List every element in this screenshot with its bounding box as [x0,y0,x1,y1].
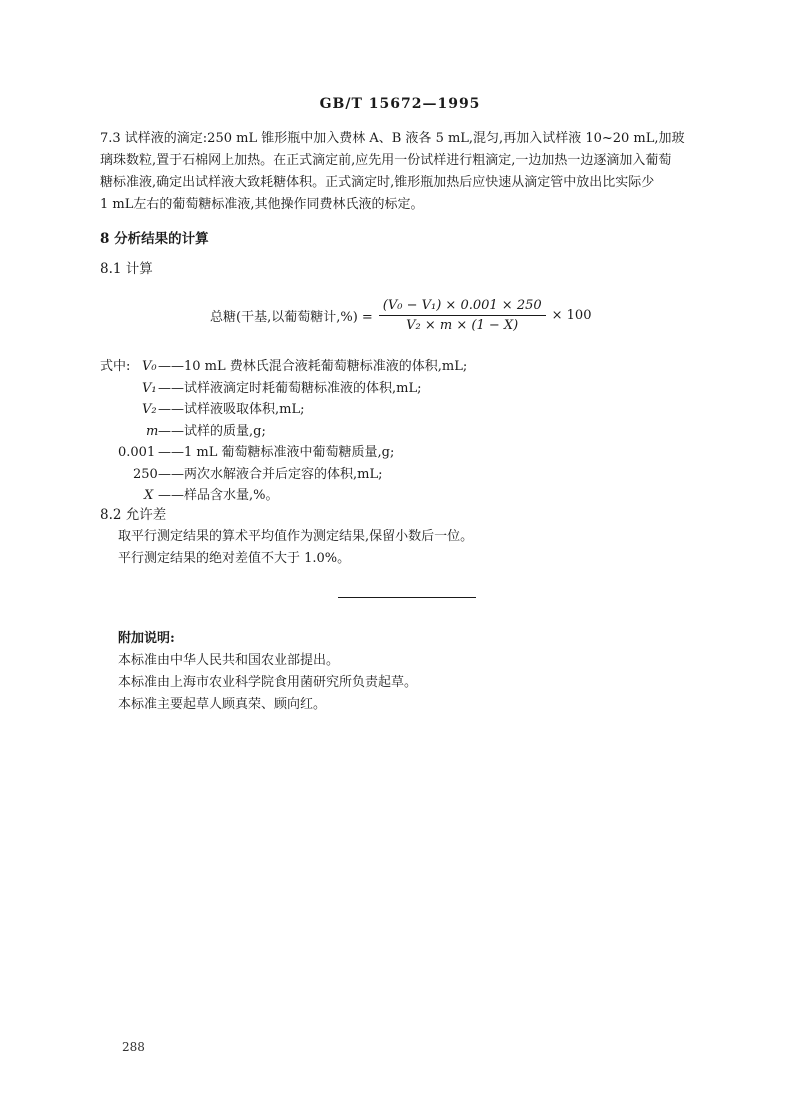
variable-description: ——10 mL 费林氏混合液耗葡萄糖标准液的体积,mL; [158,359,468,374]
variable-description: ——试样的质量,g; [158,423,266,439]
variable-symbol: m [146,423,159,439]
variables-intro: 式中: [100,359,131,374]
variable-description: ——1 mL 葡萄糖标准液中葡萄糖质量,g; [158,445,395,460]
variable-row [100,464,740,486]
section-8-2-line: 平行测定结果的绝对差值不大于 1.0%。 [118,551,351,566]
section-8-2-paragraph [118,526,758,570]
section-7-3-paragraph [100,128,740,216]
formula-multiplier: × 100 [551,308,592,323]
variable-row [100,442,740,464]
variable-symbol: 250 [133,466,158,482]
section-8-heading: 8 分析结果的计算 [100,231,209,247]
appendix-line: 本标准由中华人民共和国农业部提出。 [118,653,340,668]
total-sugar-formula [210,298,591,333]
variable-row [100,378,740,400]
appendix-line: 本标准由上海市农业科学院食用菌研究所负责起草。 [118,675,418,690]
variable-row [100,356,740,378]
page-number: 288 [122,1040,145,1054]
section-8-1-heading: 8.1 计算 [100,261,153,277]
variable-description: ——两次水解液合并后定容的体积,mL; [158,466,383,482]
section-8-2-heading: 8.2 允许差 [100,507,167,523]
variable-symbol: V₁ [142,380,157,396]
variable-description: ——试样液吸取体积,mL; [158,402,305,417]
section-7-3-line: 璃珠数粒,置于石棉网上加热。在正式滴定前,应先用一份试样进行粗滴定,一边加热一边逐滴加入葡萄 [100,153,672,168]
variable-definitions [100,356,740,507]
page-header-standard-number: GB/T 15672—1995 [319,96,481,112]
variable-row [100,421,740,443]
formula-lhs: 总糖(干基,以葡萄糖计,%) = [210,310,373,325]
appendix-title: 附加说明: [118,631,175,646]
formula-denominator: V₂ × m × (1 − X) [406,318,519,333]
section-7-3-line: 7.3 试样液的滴定:250 mL 锥形瓶中加入费林 A、B 液各 5 mL,混匀,再加入试样液 10~20 mL,加玻 [100,131,685,146]
variable-description: ——样品含水量,%。 [158,488,279,503]
variable-symbol: 0.001 [118,445,156,460]
variable-symbol: V₀ [142,359,157,374]
variable-symbol: X [144,488,154,503]
variable-description: ——试样液滴定时耗葡萄糖标准液的体积,mL; [158,380,422,396]
appendix-line: 本标准主要起草人顾真荣、顾向红。 [118,697,327,712]
section-7-3-line: 糖标准液,确定出试样液大致耗糖体积。正式滴定时,锥形瓶加热后应快速从滴定管中放出比实际少 [100,175,655,190]
formula-fraction [379,298,546,333]
variable-symbol: V₂ [142,402,157,417]
section-7-3-line: 1 mL左右的葡萄糖标准液,其他操作同费林氏液的标定。 [100,197,424,212]
variable-row [100,399,740,421]
formula-numerator: (V₀ − V₁) × 0.001 × 250 [379,298,546,316]
end-of-text-rule [338,597,476,598]
section-8-2-line: 取平行测定结果的算术平均值作为测定结果,保留小数后一位。 [118,529,474,544]
appendix-notes [118,650,758,716]
